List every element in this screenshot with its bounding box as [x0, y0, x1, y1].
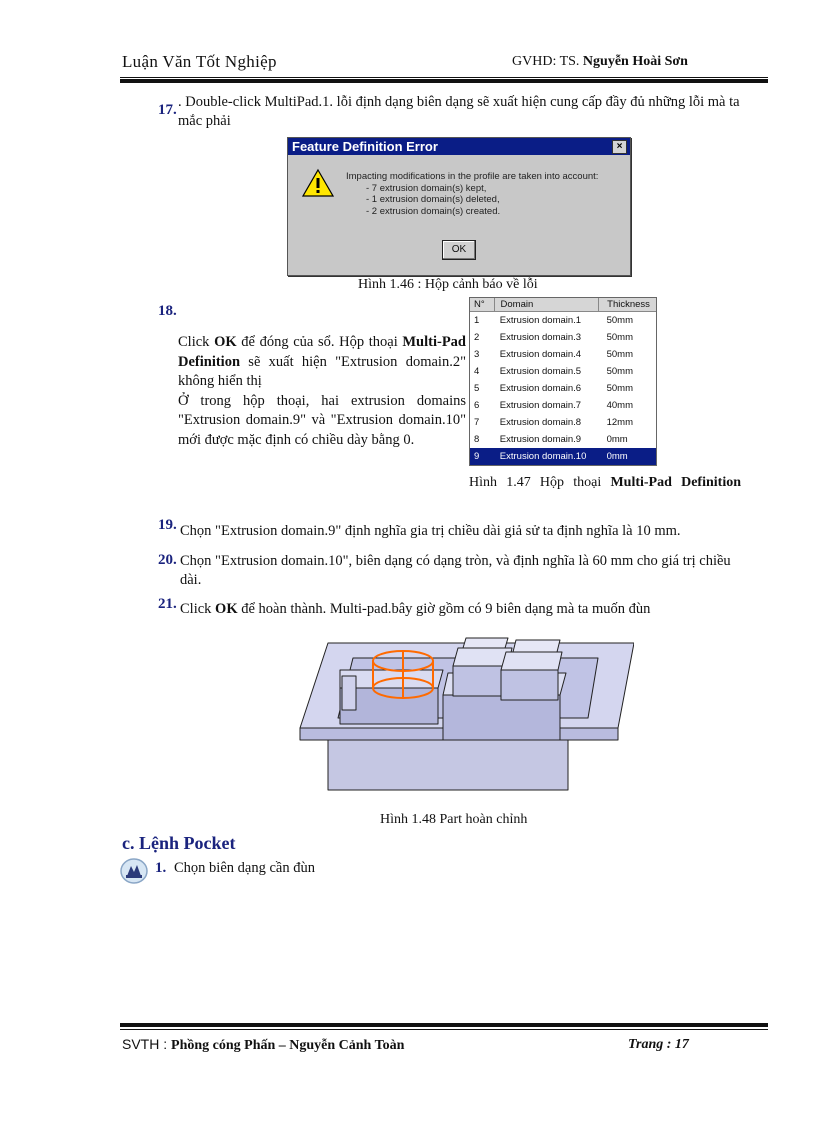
- figure-1-48-caption: Hình 1.48 Part hoàn chỉnh: [380, 812, 528, 827]
- dialog-titlebar: Feature Definition Error ×: [288, 138, 630, 155]
- table-row[interactable]: 4 Extrusion domain.5 50mm: [474, 366, 633, 377]
- step-19-number: 19.: [158, 517, 177, 533]
- section-heading-pocket: c. Lệnh Pocket: [122, 833, 236, 853]
- step-21-text: Click OK để hoàn thành. Multi-pad.bây giờ gồm có 9 biên dạng mà ta muốn đùn: [180, 601, 651, 617]
- warning-icon: [302, 168, 334, 198]
- table-row-selected[interactable]: 9 Extrusion domain.10 0mm: [470, 448, 656, 465]
- table-row[interactable]: 2 Extrusion domain.3 50mm: [474, 332, 633, 343]
- pocket-step-1-text: Chọn biên dạng cần đùn: [174, 860, 315, 876]
- footer-rule-thin: [120, 1029, 768, 1030]
- pocket-step-1-number: 1.: [155, 860, 167, 876]
- step-19-text: Chọn "Extrusion domain.9" định nghĩa gia trị chiều dài giả sử ta định nghĩa là 10 mm.: [180, 523, 681, 539]
- table-row[interactable]: 6 Extrusion domain.7 40mm: [474, 400, 633, 411]
- step-20-number: 20.: [158, 552, 177, 568]
- figure-1-46-caption: Hình 1.46 : Hộp cảnh báo về lỗi: [358, 277, 538, 292]
- dialog-message: Impacting modifications in the profile are taken into account: - 7 extrusion domain(s) kept, - 1 extrusion domain(s) deleted, - 2 extrusion domain(s) created.: [346, 171, 599, 217]
- header-rule-thin: [120, 77, 768, 78]
- table-header: N° Domain Thickness: [470, 298, 656, 312]
- ok-button[interactable]: OK: [442, 240, 476, 260]
- step-20-text: Chọn "Extrusion domain.10", biên dạng có dạng tròn, và định nghĩa là 60 mm cho giá trị chiều dài.: [180, 553, 731, 588]
- step-18-text: Click OK để đóng của sổ. Hộp thoại Multi-Pad Definition sẽ xuất hiện "Extrusion domain.2" không hiển thị Ở trong hộp thoại, hai extrusion domains "Extrusion domain.9" và "Extrusion domain.10" mới được mặc định có chiều dày bằng 0.: [178, 334, 466, 448]
- multi-pad-domain-table: [469, 297, 657, 466]
- close-icon[interactable]: ×: [612, 140, 627, 154]
- table-row[interactable]: 7 Extrusion domain.8 12mm: [474, 417, 633, 428]
- step-21-number: 21.: [158, 596, 177, 612]
- step-17-text: . Double-click MultiPad.1. lỗi định dạng biên dạng sẽ xuất hiện cung cấp đầy đủ những lỗi mà ta mắc phải: [178, 94, 740, 129]
- step-18-number: 18.: [158, 303, 177, 319]
- table-row[interactable]: 5 Extrusion domain.6 50mm: [474, 383, 633, 394]
- footer-page-number: Trang : 17: [628, 1037, 689, 1052]
- header-title: Luận Văn Tốt Nghiệp: [122, 52, 277, 71]
- figure-1-47-caption: Hình 1.47 Hộp thoại Multi-Pad Definition: [469, 475, 741, 490]
- pocket-icon: [119, 856, 153, 884]
- table-row[interactable]: 3 Extrusion domain.4 50mm: [474, 349, 633, 360]
- table-row[interactable]: 8 Extrusion domain.9 0mm: [474, 434, 628, 445]
- header-rule-thick: [120, 79, 768, 83]
- footer-rule-thick: [120, 1023, 768, 1027]
- feature-definition-error-dialog: [287, 137, 631, 276]
- header-advisor: GVHD: TS. Nguyễn Hoài Sơn: [512, 54, 688, 69]
- table-row[interactable]: 1 Extrusion domain.1 50mm: [474, 315, 633, 326]
- footer-students: SVTH : Phồng cóng Phấn – Nguyễn Cảnh Toàn: [122, 1036, 405, 1053]
- multipad-part-image: [298, 628, 634, 806]
- step-17-number: 17.: [158, 102, 177, 118]
